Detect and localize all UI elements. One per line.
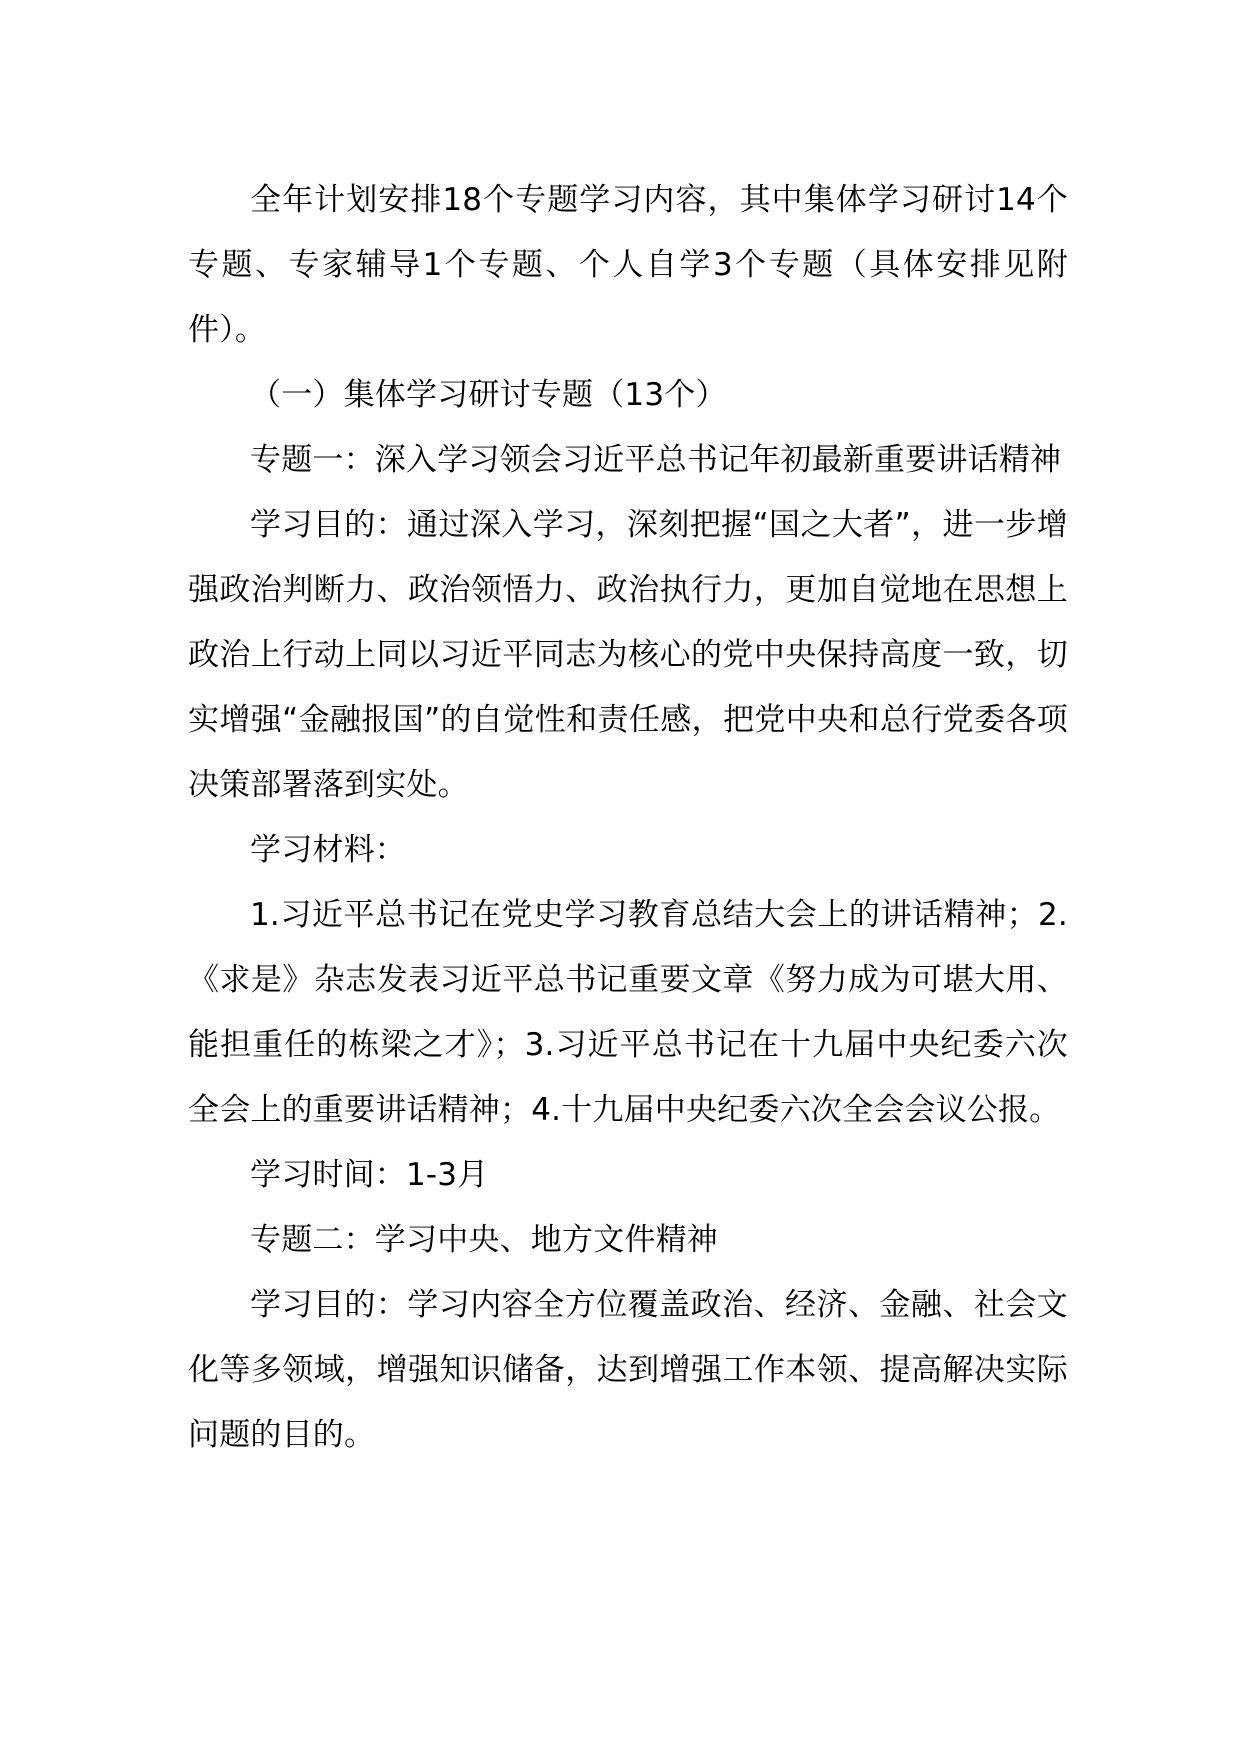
topic-one-study-time: 学习时间：1-3月	[250, 1157, 489, 1193]
topic-two-purpose: 学习目的：学习内容全方位覆盖政治、经济、金融、社会文化等多领域，增强知识储备，达到增强工作本领、提高解决实际问题的目的。	[188, 1287, 1068, 1453]
topic-one-materials-label: 学习材料：	[250, 832, 406, 868]
paragraph-plan-overview: 全年计划安排18个专题学习内容，其中集体学习研讨14个专题、专家辅导1个专题、个人自学3个专题（具体安排见附件）。	[188, 182, 1068, 348]
topic-one-title: 专题一：深入学习领会习近平总书记年初最新重要讲话精神	[250, 442, 1062, 478]
topic-one-purpose: 学习目的：通过深入学习，深刻把握“国之大者”，进一步增强政治判断力、政治领悟力、政治执行力，更加自觉地在思想上政治上行动上同以习近平同志为核心的党中央保持高度一致，切实增强“金融报国”的自觉性和责任感，把党中央和总行党委各项决策部署落到实处。	[188, 507, 1068, 803]
topic-two-title: 专题二：学习中央、地方文件精神	[250, 1222, 718, 1258]
section-heading-collective-study: （一）集体学习研讨专题（13个）	[250, 377, 727, 413]
topic-one-materials-list: 1.习近平总书记在党史学习教育总结大会上的讲话精神；2.《求是》杂志发表习近平总书记重要文章《努力成为可堪大用、能担重任的栋梁之才》；3.习近平总书记在十九届中央纪委六次全会上的重要讲话精神；4.十九届中央纪委六次全会会议公报。	[188, 897, 1068, 1128]
document-body	[188, 168, 1068, 1468]
